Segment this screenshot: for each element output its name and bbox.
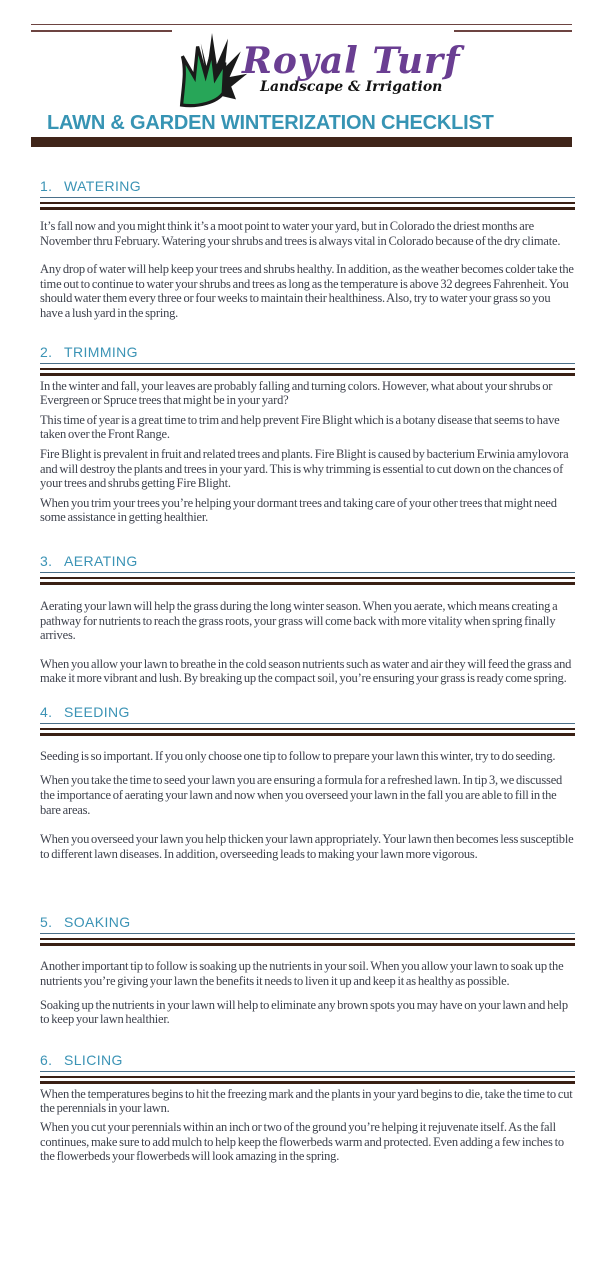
- logo-text-block: [242, 27, 461, 95]
- brand-name: Royal Turf: [242, 40, 461, 82]
- section-heading: [40, 914, 575, 934]
- section-number: 1.: [40, 178, 53, 194]
- paragraph: Aerating your lawn will help the grass during the long winter season. When you aerate, which means creating a pathway for nutrients to reach the grass roots, your grass will come back with more vitality when spring finally arrives.: [40, 598, 558, 643]
- section-divider-rule: [40, 368, 575, 376]
- section-soaking: [40, 914, 575, 1026]
- section-title: SLICING: [64, 1051, 123, 1068]
- paragraph: When the temperatures begins to hit the freezing mark and the plants in your yard begins to die, take the time to cut the perennials in your lawn.: [40, 1086, 573, 1116]
- section-divider-rule: [40, 202, 575, 210]
- paragraph: Fire Blight is prevalent in fruit and related trees and plants. Fire Blight is caused by bacterium Erwinia amylovora and will destroy the plants and trees in your yard. This is why trimming is essential to cut down on the chances of your trees and shrubs getting Fire Blight.: [40, 446, 569, 491]
- checklist-body: [40, 150, 575, 1164]
- paragraph: When you take the time to seed your lawn you are ensuring a formula for a refreshed lawn. In tip 3, we discussed the importance of aerating your lawn and now when you overseed your lawn in the fall you are able to fill in the bare areas.: [40, 773, 563, 817]
- section-heading: [40, 1052, 575, 1072]
- section-divider-rule: [40, 728, 575, 736]
- section-divider-rule: [40, 938, 575, 946]
- document-header: [0, 0, 612, 150]
- section-divider-rule: [40, 577, 575, 585]
- section-number: 2.: [40, 343, 53, 360]
- brand-tagline: Landscape & Irrigation: [260, 78, 443, 95]
- section-divider-rule: [40, 1076, 575, 1084]
- paragraph: When you overseed your lawn you help thicken your lawn appropriately. Your lawn then becomes less susceptible to different lawn diseases. In addition, overseeding leads to making your lawn more vigorous.: [40, 832, 574, 861]
- paragraph: When you trim your trees you’re helping your dormant trees and taking care of your other trees that might need some assistance in getting healthier.: [40, 495, 557, 525]
- section-seeding: [40, 704, 575, 862]
- paragraph: This time of year is a great time to trim and help prevent Fire Blight which is a botany disease that seems to have taken over the Front Range.: [40, 412, 560, 442]
- section-trimming: [40, 344, 575, 525]
- section-title: TRIMMING: [64, 343, 138, 360]
- section-number: 3.: [40, 552, 53, 569]
- page-title: LAWN & GARDEN WINTERIZATION CHECKLIST: [47, 112, 494, 134]
- paragraph: Seeding is so important. If you only choose one tip to follow to prepare your lawn this winter, try to do seeding.: [40, 748, 556, 763]
- section-number: 6.: [40, 1051, 53, 1068]
- section-title: SOAKING: [64, 914, 131, 931]
- section-aerating: [40, 553, 575, 686]
- title-underline-bar: [31, 137, 572, 147]
- paragraph: Soaking up the nutrients in your lawn will help to eliminate any brown spots you may have on your lawn and help to keep your lawn healthier.: [40, 997, 568, 1027]
- paragraph: It’s fall now and you might think it’s a moot point to water your yard, but in Colorado the driest months are November thru February. Watering your shrubs and trees is always vital in Colorado because of the dry climate.: [40, 219, 561, 248]
- section-heading: [40, 553, 575, 573]
- paragraph: Another important tip to follow is soaking up the nutrients in your soil. When you allow your lawn to soak up the nutrients you’re giving your lawn the benefits it needs to liven it up and keep it as healthy as possible.: [40, 959, 564, 989]
- section-heading: [40, 344, 575, 364]
- section-title: AERATING: [64, 552, 138, 569]
- grass-clump-icon: [172, 27, 252, 111]
- section-number: 4.: [40, 703, 53, 720]
- paragraph: Any drop of water will help keep your trees and shrubs healthy. In addition, as the weather becomes colder take the time out to continue to water your shrubs and trees as long as the temperature is above 32 degrees Fahrenheit. You should water them every three or four weeks to maintain their healthiness. Also, try to water your grass so you have a lush yard in the spring.: [40, 262, 574, 320]
- paragraph: In the winter and fall, your leaves are probably falling and turning colors. However, what about your shrubs or Evergreen or Spruce trees that might be in your yard?: [40, 378, 553, 408]
- section-heading: [40, 178, 575, 198]
- section-number: 5.: [40, 914, 53, 931]
- section-watering: [40, 178, 575, 321]
- top-thin-rule-1: [31, 24, 572, 25]
- paragraph: When you allow your lawn to breathe in the cold season nutrients such as water and air they will feed the grass and make it more vibrant and lush. By breaking up the compact soil, you’re ensuring your grass is ready come spring.: [40, 656, 572, 686]
- paragraph: When you cut your perennials within an inch or two of the ground you’re helping it rejuvenate itself. As the fall continues, make sure to add mulch to help keep the flowerbeds warm and protected. Even adding a few inches to the flowerbeds your flowerbeds will look amazing in the spring.: [40, 1120, 564, 1164]
- royal-turf-logo: [172, 27, 461, 113]
- section-title: SEEDING: [64, 703, 130, 720]
- section-title: WATERING: [64, 178, 142, 194]
- section-heading: [40, 704, 575, 724]
- section-slicing: [40, 1052, 575, 1164]
